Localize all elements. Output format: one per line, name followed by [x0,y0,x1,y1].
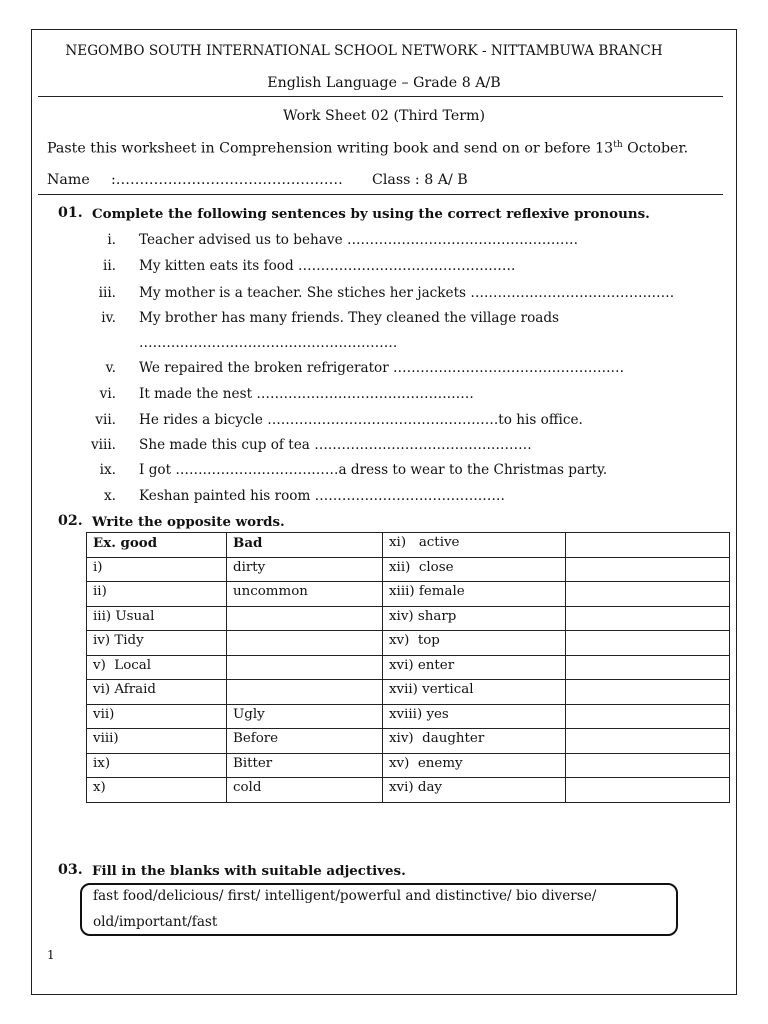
q2-title: Write the opposite words. [92,514,285,530]
q1-item-number: v. [105,360,116,376]
answer-cell: Ugly [227,704,383,729]
word-cell: xviii) yes [383,704,566,729]
answer-cell [566,729,730,754]
q1-item-text: Teacher advised us to behave …………………………………………… [139,232,579,248]
word-cell: xv) enemy [383,753,566,778]
answer-cell: Bitter [227,753,383,778]
q1-number: 01. [58,205,83,221]
q1-title: Complete the following sentences by using the correct reflexive pronouns. [92,206,650,222]
word-cell: xv) top [383,631,566,656]
table-row [87,606,730,631]
word-cell: ii) [87,582,227,607]
answer-cell: Before [227,729,383,754]
answer-cell [566,557,730,582]
answer-cell [566,778,730,803]
word-cell [566,533,730,558]
answer-cell [566,704,730,729]
word-cell: xiv) daughter [383,729,566,754]
q1-item-text: She made this cup of tea ………………………………………… [139,437,532,453]
table-row [87,533,730,558]
word-cell: xiv) sharp [383,606,566,631]
q1-item-text: I got ………………………………a dress to wear to the Christmas party. [139,462,608,478]
table-row [87,631,730,656]
word-cell: xvi) day [383,778,566,803]
q1-item-number: x. [104,488,116,504]
header-divider [38,96,723,97]
page-number: 1 [47,948,55,962]
opposites-table [86,532,730,803]
table-row [87,557,730,582]
answer-cell [566,655,730,680]
word-cell: i) [87,557,227,582]
q3-number: 03. [58,862,83,878]
q1-item-number: ii. [102,258,116,274]
name-field: :………………………………………… [111,172,343,188]
q1-item-text: It made the nest ………………………………………… [139,386,474,402]
table-row [87,704,730,729]
answer-cell [227,655,383,680]
q1-item-number: viii. [90,437,116,453]
worksheet-title: Work Sheet 02 (Third Term) [282,108,486,124]
table-row [87,680,730,705]
q1-item-text: My brother has many friends. They cleaned the village roads [139,310,560,326]
answer-cell [227,631,383,656]
answer-cell [566,680,730,705]
answer-cell [227,606,383,631]
word-cell: ix) [87,753,227,778]
word-cell: Ex. good [87,533,227,558]
q1-item-number: iii. [98,285,116,301]
word-cell: iii) Usual [87,606,227,631]
q1-item-number: vi. [99,386,116,402]
word-cell: vi) Afraid [87,680,227,705]
q1-item-number: i. [107,232,116,248]
table-row [87,729,730,754]
table-row [87,778,730,803]
word-cell: vii) [87,704,227,729]
answer-cell [227,680,383,705]
q1-item-continuation: ………………………………………………… [139,335,398,351]
q1-item-number: vii. [95,412,116,428]
instruction-text: Paste this worksheet in Comprehension writing book and send on or before 13th October. [47,140,689,157]
subject-line: English Language – Grade 8 A/B [267,75,501,91]
table-row [87,582,730,607]
word-cell: xii) close [383,557,566,582]
q3-title: Fill in the blanks with suitable adjectives. [92,863,406,879]
answer-cell: uncommon [227,582,383,607]
answer-cell: dirty [227,557,383,582]
q1-item-text: My mother is a teacher. She stiches her jackets ……………………………………… [139,285,675,301]
q1-item-text: He rides a bicycle ……………………………………………to his office. [139,412,583,428]
school-name: NEGOMBO SOUTH INTERNATIONAL SCHOOL NETWORK - NITTAMBUWA BRANCH [65,43,663,59]
table-row [87,753,730,778]
q1-item-text: We repaired the broken refrigerator …………………………………………… [139,360,625,376]
word-cell: xiii) female [383,582,566,607]
q2-number: 02. [58,513,83,529]
answer-cell [566,582,730,607]
word-cell: v) Local [87,655,227,680]
word-cell: Bad [227,533,383,558]
word-cell: viii) [87,729,227,754]
word-cell: iv) Tidy [87,631,227,656]
word-cell: xvi) enter [383,655,566,680]
name-label: Name [47,172,90,188]
q1-item-number: iv. [101,310,116,326]
q1-item-number: ix. [99,462,116,478]
answer-cell: cold [227,778,383,803]
word-cell: xi) active [383,533,566,558]
class-label: Class : 8 A/ B [372,172,468,188]
name-divider [38,194,723,195]
word-bank-line: old/important/fast [93,914,218,930]
word-cell: xvii) vertical [383,680,566,705]
q1-item-text: My kitten eats its food ………………………………………… [139,258,516,274]
answer-cell [566,606,730,631]
word-bank-line: fast food/delicious/ first/ intelligent/powerful and distinctive/ bio diverse/ [93,888,597,904]
q1-item-text: Keshan painted his room …………………………………… [139,488,505,504]
answer-cell [566,631,730,656]
word-cell: x) [87,778,227,803]
table-row [87,655,730,680]
answer-cell [566,753,730,778]
